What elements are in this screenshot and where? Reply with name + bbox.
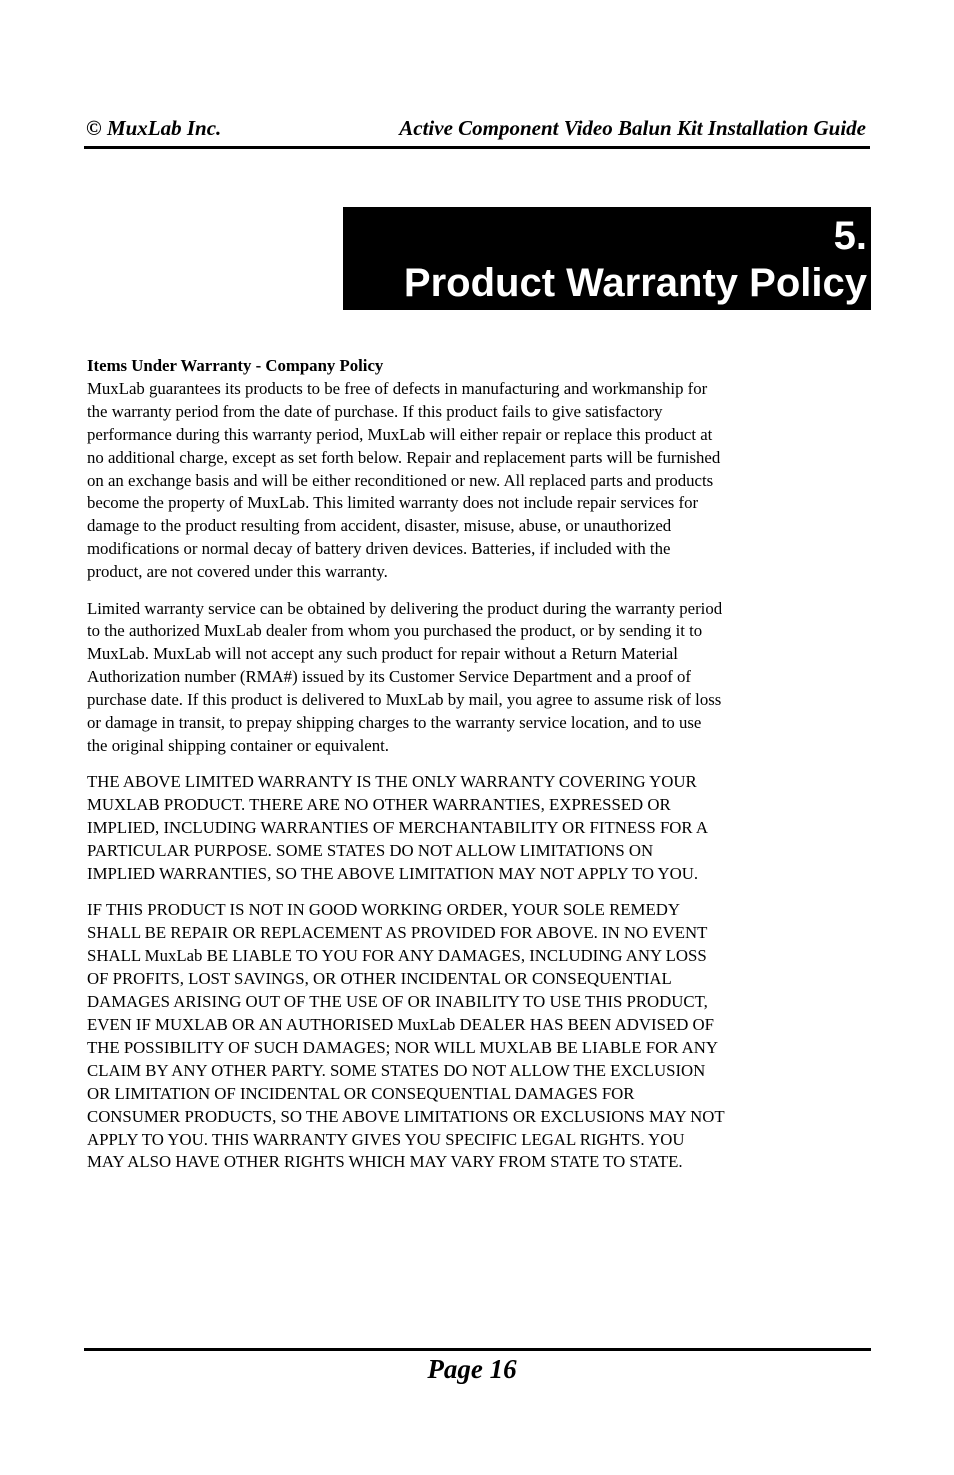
text-line: damage to the product resulting from accident, disaster, misuse, abuse, or unauthorized (87, 516, 672, 536)
text-line: Authorization number (RMA#) issued by its Customer Service Department and a proof of (87, 667, 691, 687)
text-line: IMPLIED, INCLUDING WARRANTIES OF MERCHANTABILITY OR FITNESS FOR A (87, 818, 708, 838)
text-line: purchase date. If this product is delivered to MuxLab by mail, you agree to assume risk of loss (87, 690, 722, 710)
text-line: MuxLab guarantees its products to be free of defects in manufacturing and workmanship for (87, 378, 708, 398)
paragraph-limited-warranty (87, 771, 827, 886)
text-line: OR LIMITATION OF INCIDENTAL OR CONSEQUENTIAL DAMAGES FOR (87, 1083, 635, 1103)
text-line: performance during this warranty period, MuxLab will either repair or replace this product at (87, 424, 713, 444)
warranty-body (87, 355, 827, 1188)
text-line: CONSUMER PRODUCTS, SO THE ABOVE LIMITATIONS OR EXCLUSIONS MAY NOT (87, 1106, 725, 1126)
text-line: product, are not covered under this warranty. (87, 562, 388, 582)
text-line: MAY ALSO HAVE OTHER RIGHTS WHICH MAY VARY FROM STATE TO STATE. (87, 1152, 683, 1172)
text-line: PARTICULAR PURPOSE. SOME STATES DO NOT ALLOW LIMITATIONS ON (87, 841, 654, 861)
text-line: the original shipping container or equivalent. (87, 736, 389, 755)
text-line: APPLY TO YOU. THIS WARRANTY GIVES YOU SPECIFIC LEGAL RIGHTS. YOU (87, 1129, 685, 1149)
chapter-number: 5. (833, 214, 867, 258)
text-line: CLAIM BY ANY OTHER PARTY. SOME STATES DO NOT ALLOW THE EXCLUSION (87, 1060, 706, 1080)
footer-divider (84, 1348, 871, 1351)
text-line: MUXLAB PRODUCT. THERE ARE NO OTHER WARRANTIES, EXPRESSED OR (87, 795, 671, 815)
text-line: THE ABOVE LIMITED WARRANTY IS THE ONLY WARRANTY COVERING YOUR (87, 772, 697, 792)
text-line: OF PROFITS, LOST SAVINGS, OR OTHER INCIDENTAL OR CONSEQUENTIAL (87, 969, 672, 989)
text-line: become the property of MuxLab. This limited warranty does not include repair services for (87, 493, 699, 513)
text-line: SHALL BE REPAIR OR REPLACEMENT AS PROVIDED FOR ABOVE. IN NO EVENT (87, 923, 708, 943)
text-line: or damage in transit, to prepay shipping charges to the warranty service location, and to use (87, 713, 702, 733)
chapter-title: Product Warranty Policy (403, 261, 867, 305)
text-line: IF THIS PRODUCT IS NOT IN GOOD WORKING ORDER, YOUR SOLE REMEDY (87, 900, 680, 920)
text-line: Limited warranty service can be obtained by delivering the product during the warranty period (87, 598, 723, 618)
paragraph-warranty-coverage (87, 378, 827, 584)
text-line: THE POSSIBILITY OF SUCH DAMAGES; NOR WILL MUXLAB BE LIABLE FOR ANY (87, 1037, 719, 1057)
text-line: SHALL MuxLab BE LIABLE TO YOU FOR ANY DAMAGES, INCLUDING ANY LOSS (87, 946, 707, 966)
text-line: on an exchange basis and will be either reconditioned or new. All replaced parts and products (87, 470, 714, 490)
text-line: no additional charge, except as set forth below. Repair and replacement parts will be furnished (87, 447, 721, 467)
text-line: DAMAGES ARISING OUT OF THE USE OF OR INABILITY TO USE THIS PRODUCT, (87, 992, 708, 1012)
paragraph-liability (87, 899, 827, 1174)
text-line: modifications or normal decay of battery driven devices. Batteries, if included with the (87, 539, 671, 559)
paragraph-warranty-service (87, 598, 827, 758)
section-heading: Items Under Warranty - Company Policy (87, 356, 384, 375)
text-line: IMPLIED WARRANTIES, SO THE ABOVE LIMITATION MAY NOT APPLY TO YOU. (87, 864, 699, 884)
header-document-title: Active Component Video Balun Kit Installation Guide (399, 116, 866, 140)
text-line: the warranty period from the date of purchase. If this product fails to give satisfactory (87, 401, 663, 421)
text-line: EVEN IF MUXLAB OR AN AUTHORISED MuxLab DEALER HAS BEEN ADVISED OF (87, 1014, 714, 1034)
page-header (84, 116, 870, 149)
chapter-title-block (343, 207, 871, 310)
page-number: Page 16 (427, 1354, 517, 1384)
text-line: MuxLab. MuxLab will not accept any such product for repair without a Return Material (87, 644, 678, 664)
header-copyright: © MuxLab Inc. (86, 116, 222, 140)
text-line: to the authorized MuxLab dealer from whom you purchased the product, or by sending it to (87, 621, 703, 641)
